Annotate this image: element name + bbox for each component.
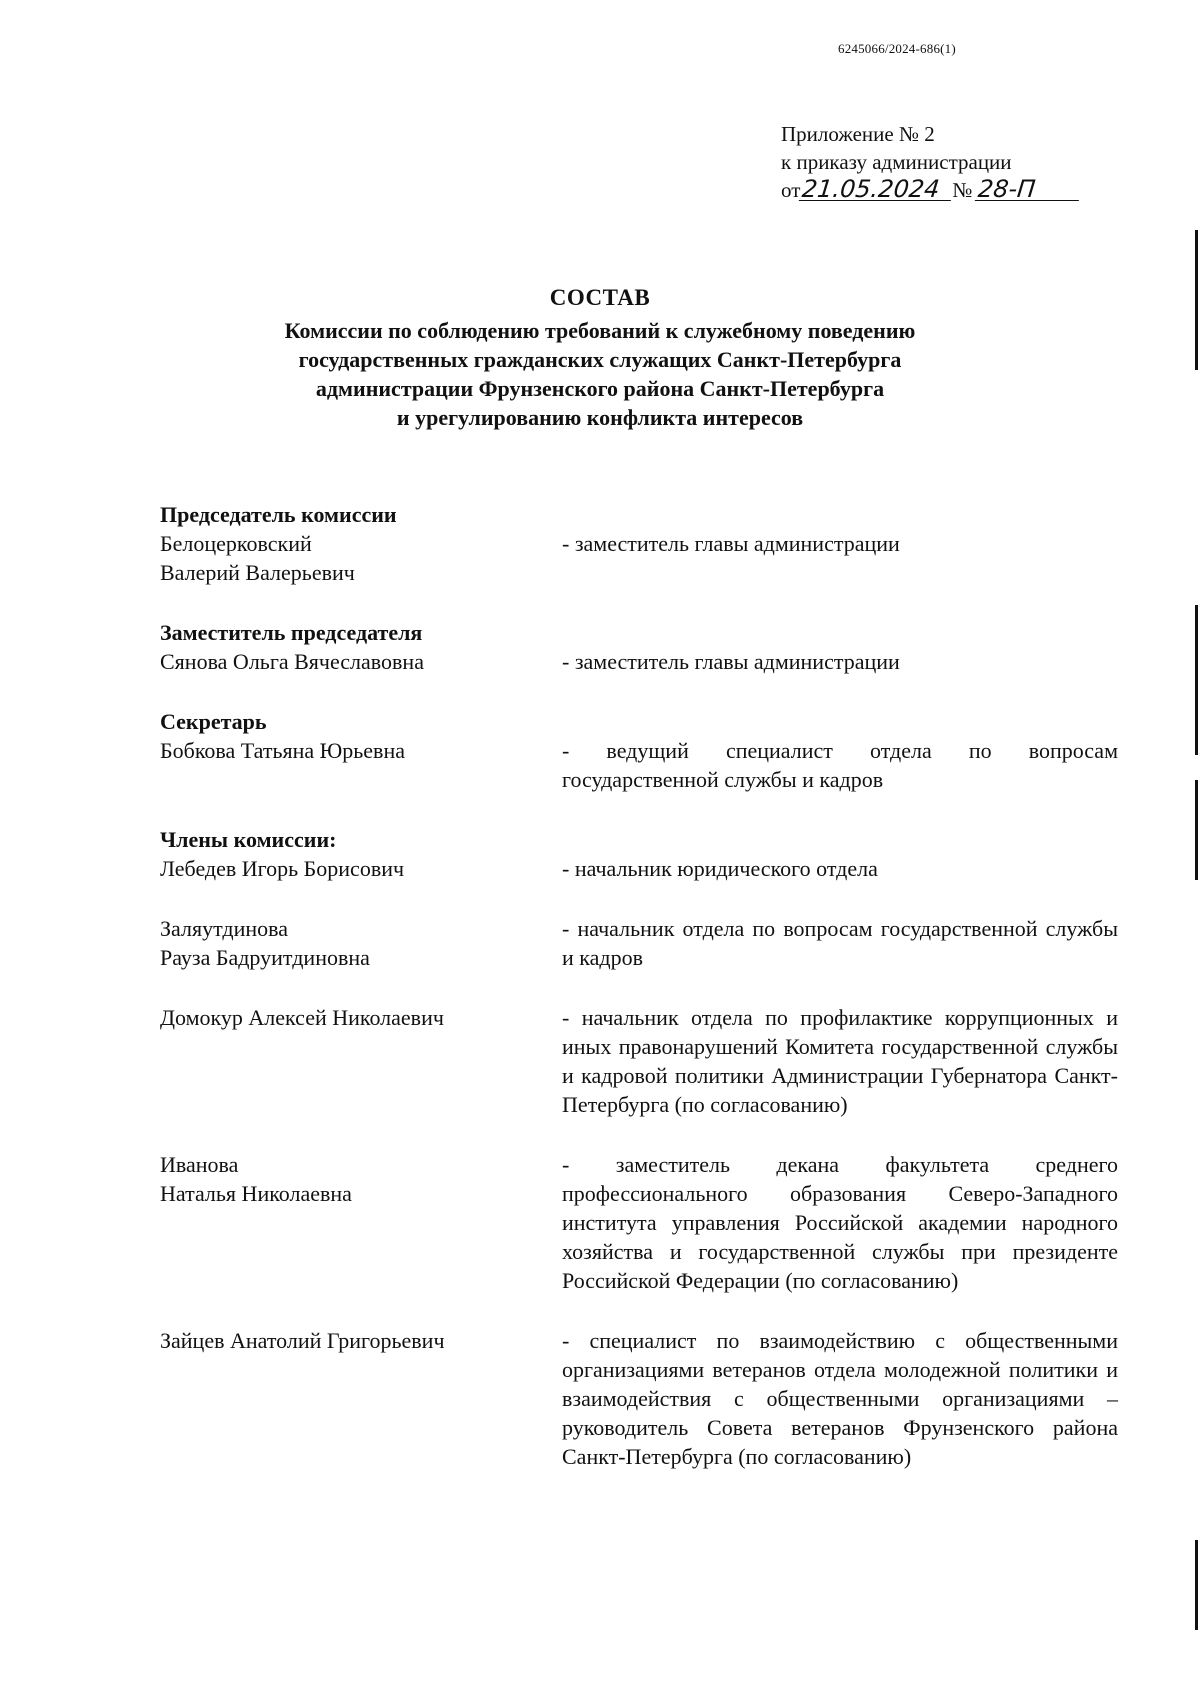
date-prefix: от [781, 178, 801, 202]
member-role: - заместитель главы администрации [562, 531, 900, 556]
member-name: Зайцев Анатолий Григорьевич [160, 1328, 445, 1353]
member-name: Заляутдинова Рауза Бадруитдиновна [160, 916, 370, 970]
member-row [160, 529, 1118, 587]
group-secretary [160, 707, 1118, 794]
appendix-order-reference: к приказу администрации [781, 150, 1012, 174]
document-title: СОСТАВ [549, 285, 651, 310]
member-name: Иванова Наталья Николаевна [160, 1152, 352, 1206]
subtitle-line: государственных гражданских служащих Санкт-Петербурга [298, 347, 902, 372]
scan-edge-mark [1195, 605, 1198, 755]
member-name: Бобкова Татьяна Юрьевна [160, 738, 405, 763]
subtitle-line: и урегулированию конфликта интересов [396, 405, 804, 430]
member-row [160, 854, 1118, 883]
member-role: - ведущий специалист отдела по вопросам государственной службы и кадров [562, 738, 1118, 792]
member-row [160, 1003, 1118, 1119]
number-prefix: № [952, 178, 973, 202]
scan-edge-mark [1195, 1540, 1198, 1630]
document-id: 6245066/2024-686(1) [838, 41, 956, 56]
member-row [160, 1150, 1118, 1295]
member-row [160, 736, 1118, 794]
member-name: Сянова Ольга Вячеславовна [160, 649, 424, 674]
member-name: Лебедев Игорь Борисович [160, 856, 405, 881]
member-name: Белоцерковский Валерий Валерьевич [160, 531, 355, 585]
member-name: Домокур Алексей Николаевич [160, 1005, 444, 1030]
scan-edge-mark [1195, 780, 1198, 880]
member-role: - начальник отдела по профилактике коррупционных и иных правонарушений Комитета государственной службы и кадровой политики Администрации Губернатора Санкт-Петербурга (по согласованию) [562, 1005, 1118, 1117]
member-row [160, 1326, 1118, 1471]
scan-edge-mark [1195, 230, 1198, 370]
member-row [160, 647, 1118, 676]
subtitle-line: администрации Фрунзенского района Санкт-Петербурга [315, 376, 885, 401]
group-title: Секретарь [160, 709, 267, 734]
group-chairman [160, 500, 1118, 587]
group-members [160, 825, 1118, 1471]
commission-roster [160, 500, 1118, 1502]
handwritten-date: 21.05.2024 [799, 178, 953, 201]
appendix-date-line [781, 176, 1080, 204]
member-role: - заместитель главы администрации [562, 649, 900, 674]
group-title: Заместитель председателя [160, 620, 423, 645]
group-title: Председатель комиссии [160, 502, 397, 527]
member-role: - начальник отдела по вопросам государственной службы и кадров [562, 916, 1118, 970]
document-title-block [160, 283, 1040, 432]
member-row [160, 914, 1118, 972]
member-role: - начальник юридического отдела [562, 856, 878, 881]
appendix-number: Приложение № 2 [781, 122, 935, 146]
appendix-header [781, 120, 1080, 204]
member-role: - заместитель декана факультета среднего профессионального образования Северо-Западного института управления Российской академии народного хозяйства и государственной службы при президенте Российской Федерации (по согласованию) [562, 1152, 1118, 1293]
group-title: Члены комиссии: [160, 827, 337, 852]
subtitle-line: Комиссии по соблюдению требований к служебному поведению [284, 318, 916, 343]
handwritten-order-number: 28-П [975, 178, 1081, 201]
group-deputy-chairman [160, 618, 1118, 676]
member-role: - специалист по взаимодействию с общественными организациями ветеранов отдела молодежной политики и взаимодействия с общественными организациями – руководитель Совета ветеранов Фрунзенского района Санкт-Петербурга (по согласованию) [562, 1328, 1118, 1469]
